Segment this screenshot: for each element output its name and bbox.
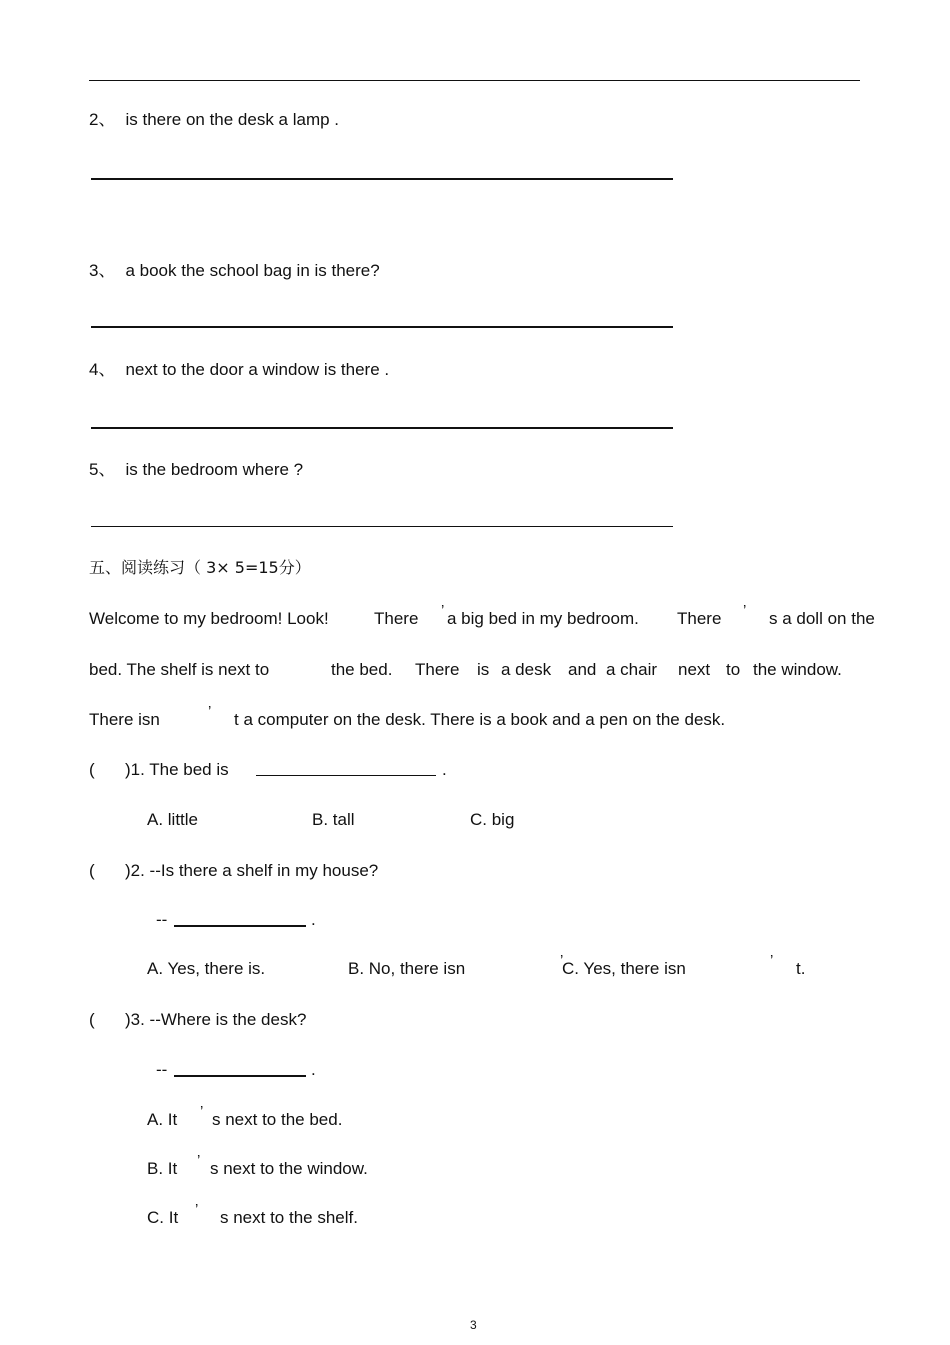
options-q2 bbox=[147, 952, 827, 981]
passage-line-1 bbox=[89, 602, 889, 631]
passage-text: the window. bbox=[753, 660, 842, 679]
apostrophe-mark: ’ bbox=[743, 602, 747, 619]
answer-line-q2 bbox=[156, 910, 356, 932]
passage-text: a desk bbox=[501, 660, 552, 679]
option-c-end: t. bbox=[796, 959, 806, 978]
answer-line-2[interactable] bbox=[91, 178, 673, 180]
passage-text: the bed. bbox=[331, 660, 393, 679]
question-end: . bbox=[442, 760, 447, 779]
option-text: s next to the shelf. bbox=[220, 1208, 358, 1227]
question-2 bbox=[89, 861, 589, 883]
section-title: 五、阅读练习（ 3× 5=15分） bbox=[89, 558, 311, 577]
answer-line-4[interactable] bbox=[91, 427, 673, 429]
option-a[interactable]: A. Yes, there is. bbox=[147, 959, 266, 978]
option-text: s next to the bed. bbox=[212, 1110, 343, 1129]
question-stem: )1. The bed is bbox=[125, 760, 229, 779]
option-text: C. It bbox=[147, 1208, 179, 1227]
passage-text: a big bed in my bedroom. bbox=[447, 609, 639, 628]
passage-text: a chair bbox=[606, 660, 658, 679]
answer-paren[interactable]: ( bbox=[89, 1010, 95, 1029]
question-end: . bbox=[311, 910, 316, 929]
option-text: A. It bbox=[147, 1110, 178, 1129]
apostrophe-mark: ’ bbox=[195, 1201, 199, 1218]
passage-text: There bbox=[415, 660, 460, 679]
passage-text: bed. The shelf is next to bbox=[89, 660, 270, 679]
apostrophe-mark: ’ bbox=[770, 952, 774, 969]
item-number: 3、 bbox=[89, 261, 116, 280]
item-text: is there on the desk a lamp . bbox=[125, 110, 340, 129]
passage-text: to bbox=[726, 660, 741, 679]
option-c[interactable]: C. big bbox=[470, 810, 515, 829]
reorder-item-2 bbox=[89, 110, 339, 130]
item-text: a book the school bag in is there? bbox=[125, 261, 380, 280]
answer-line-q3 bbox=[156, 1060, 356, 1082]
item-text: next to the door a window is there . bbox=[125, 360, 390, 379]
page-number: 3 bbox=[470, 1318, 477, 1332]
option-b[interactable] bbox=[147, 1152, 547, 1181]
dash: -- bbox=[156, 910, 168, 929]
fill-blank[interactable] bbox=[256, 760, 436, 781]
answer-line-5[interactable] bbox=[91, 526, 673, 527]
option-a[interactable] bbox=[147, 1103, 547, 1132]
passage-text: and bbox=[568, 660, 597, 679]
reorder-item-5 bbox=[89, 460, 303, 480]
option-a[interactable]: A. little bbox=[147, 810, 199, 829]
option-c[interactable] bbox=[147, 1201, 547, 1230]
top-rule bbox=[89, 80, 860, 81]
item-text: is the bedroom where ? bbox=[125, 460, 304, 479]
reorder-item-4 bbox=[89, 360, 389, 380]
passage-text: There bbox=[677, 609, 722, 628]
apostrophe-mark: ’ bbox=[208, 703, 212, 720]
passage-text: next bbox=[678, 660, 711, 679]
item-number: 2、 bbox=[89, 110, 116, 129]
question-1 bbox=[89, 760, 589, 782]
apostrophe-mark: ’ bbox=[560, 952, 564, 969]
option-text: s next to the window. bbox=[210, 1159, 368, 1178]
passage-text: is bbox=[477, 660, 490, 679]
item-number: 5、 bbox=[89, 460, 116, 479]
passage-text: Welcome to my bedroom! Look! bbox=[89, 609, 329, 628]
passage-text: There isn bbox=[89, 710, 160, 729]
options-q1 bbox=[147, 810, 647, 832]
option-c[interactable]: C. Yes, there isn bbox=[562, 959, 686, 978]
option-b[interactable]: B. tall bbox=[312, 810, 355, 829]
question-3 bbox=[89, 1010, 589, 1032]
passage-text: s a doll on the bbox=[769, 609, 875, 628]
option-text: B. It bbox=[147, 1159, 178, 1178]
fill-blank[interactable] bbox=[174, 910, 306, 932]
passage-text: There bbox=[374, 609, 419, 628]
answer-paren[interactable]: ( bbox=[89, 861, 95, 880]
option-b[interactable]: B. No, there isn bbox=[348, 959, 466, 978]
dash: -- bbox=[156, 1060, 168, 1079]
passage-line-3 bbox=[89, 703, 889, 732]
passage-line-2 bbox=[89, 660, 889, 682]
question-end: . bbox=[311, 1060, 316, 1079]
apostrophe-mark: ’ bbox=[441, 602, 445, 619]
answer-line-3[interactable] bbox=[91, 326, 673, 328]
passage-text: t a computer on the desk. There is a book and a pen on the desk. bbox=[234, 710, 726, 729]
apostrophe-mark: ’ bbox=[200, 1103, 204, 1120]
fill-blank[interactable] bbox=[174, 1060, 306, 1082]
reorder-item-3 bbox=[89, 261, 380, 281]
question-stem: )2. --Is there a shelf in my house? bbox=[125, 861, 379, 880]
item-number: 4、 bbox=[89, 360, 116, 379]
answer-paren[interactable]: ( bbox=[89, 760, 95, 779]
apostrophe-mark: ’ bbox=[197, 1152, 201, 1169]
question-stem: )3. --Where is the desk? bbox=[125, 1010, 307, 1029]
